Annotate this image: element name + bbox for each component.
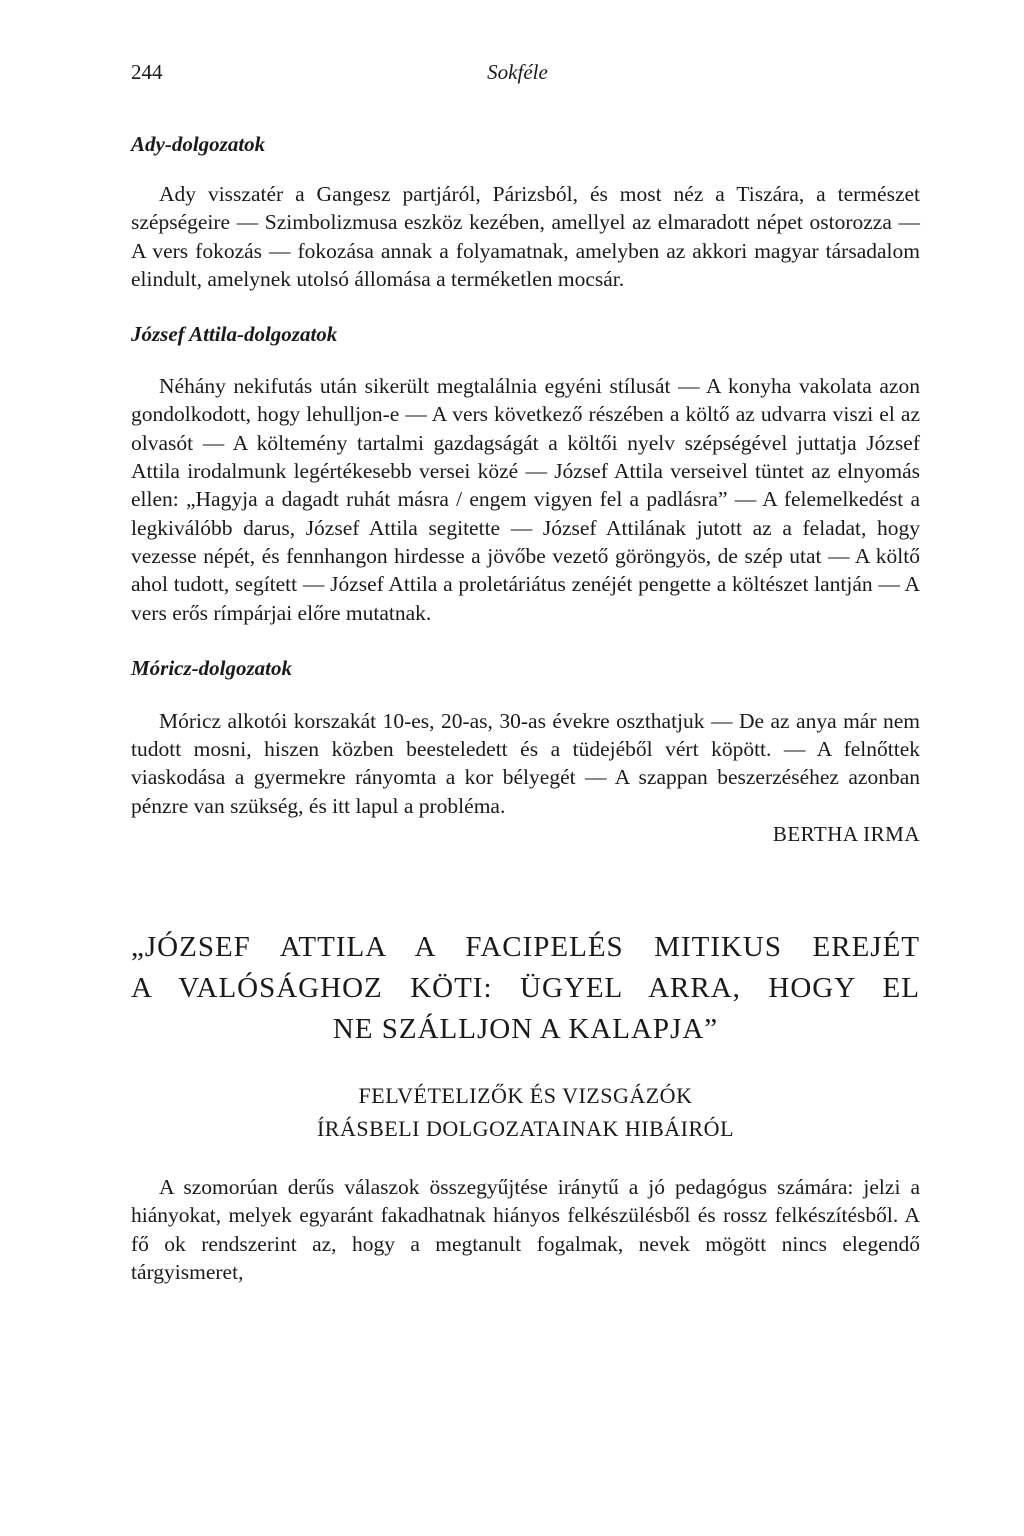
article-title-line: NE SZÁLLJON A KALAPJA” — [332, 1013, 719, 1046]
section-heading-jozsef-attila: József Attila-dolgozatok — [131, 322, 338, 347]
running-head — [131, 60, 920, 96]
article-subtitle-line: ÍRÁSBELI DOLGOZATAINAK HIBÁIRÓL — [316, 1116, 735, 1142]
section-body-moricz: Móricz alkotói korszakát 10-es, 20-as, 30-as évekre oszthatjuk — De az anya már nem tudott mosni, hiszen közben beesteledett és a tüdejéből vért köpött. — A felnőttek viaskodása a gyermekre rányomta a kor bélyegét — A szappan beszerzéséhez azonban pénzre van szükség, és itt lapul a probléma. — [131, 708, 920, 818]
article-title — [131, 927, 920, 1050]
author-signature: BERTHA IRMA — [772, 822, 920, 847]
section-body-jozsef-attila: Néhány nekifutás után sikerült megtalálnia egyéni stílusát — A konyha vakolata azon gondolkodott, hogy lehulljon-e — A vers következő részében a költő az udvarra viszi el az olvasót — A költemény tartalmi gazdagságát a költői nyelv szépségével juttatja József Attila irodalmunk legértékesebb versei közé — József Attila verseivel tüntet az elnyomás ellen: „Hagyja a dagadt ruhát másra / engem vigyen fel a padlásra” — A felemelkedést a legkiválóbb darus, József Attila segitette — József Attilának jutott az a feladat, hogy vezesse népét, és fennhangon hirdesse a jövőbe vezető göröngyös, de szép utat — A költő ahol tudott, segített — József Attila a proletáriátus zenéjét pengette a költészet lantján — A vers erős rímpárjai előre mutatnak. — [131, 374, 920, 625]
article-subtitle-line: FELVÉTELIZŐK ÉS VIZSGÁZÓK — [358, 1083, 693, 1109]
page-number: 244 — [131, 60, 163, 84]
article-title-line: A VALÓSÁGHOZ KÖTI: ÜGYEL ARRA, HOGY EL — [131, 972, 920, 1005]
article-title-line: „JÓZSEF ATTILA A FACIPELÉS MITIKUS EREJÉT — [131, 931, 920, 964]
section-heading-ady: Ady-dolgozatok — [131, 132, 266, 156]
article-body: A szomorúan derűs válaszok összegyűjtése iránytű a jó pedagógus számára: jelzi a hiányokat, melyek egyaránt fakadhatnak hiányos felkészülésből és rossz felkészítésből. A fő ok rendszerint az, hogy a megtanult fogalmak, nevek mögött nincs elegendő tárgyismeret, — [131, 1175, 920, 1284]
section-heading-moricz: Móricz-dolgozatok — [131, 655, 293, 680]
section-body-ady: Ady visszatér a Gangesz partjáról, Párizsból, és most néz a Tiszára, a természet szépségeire — Szimbolizmusa eszköz kezében, amellyel az elmaradott népet ostorozza — A vers fokozás — fokozása annak a folyamatnak, amelyben az akkori magyar társadalom elindult, amelynek utolsó állomása a terméketlen mocsár. — [131, 182, 920, 291]
running-title: Sokféle — [487, 60, 548, 84]
page — [131, 60, 920, 1286]
article-subtitle — [131, 1079, 920, 1145]
